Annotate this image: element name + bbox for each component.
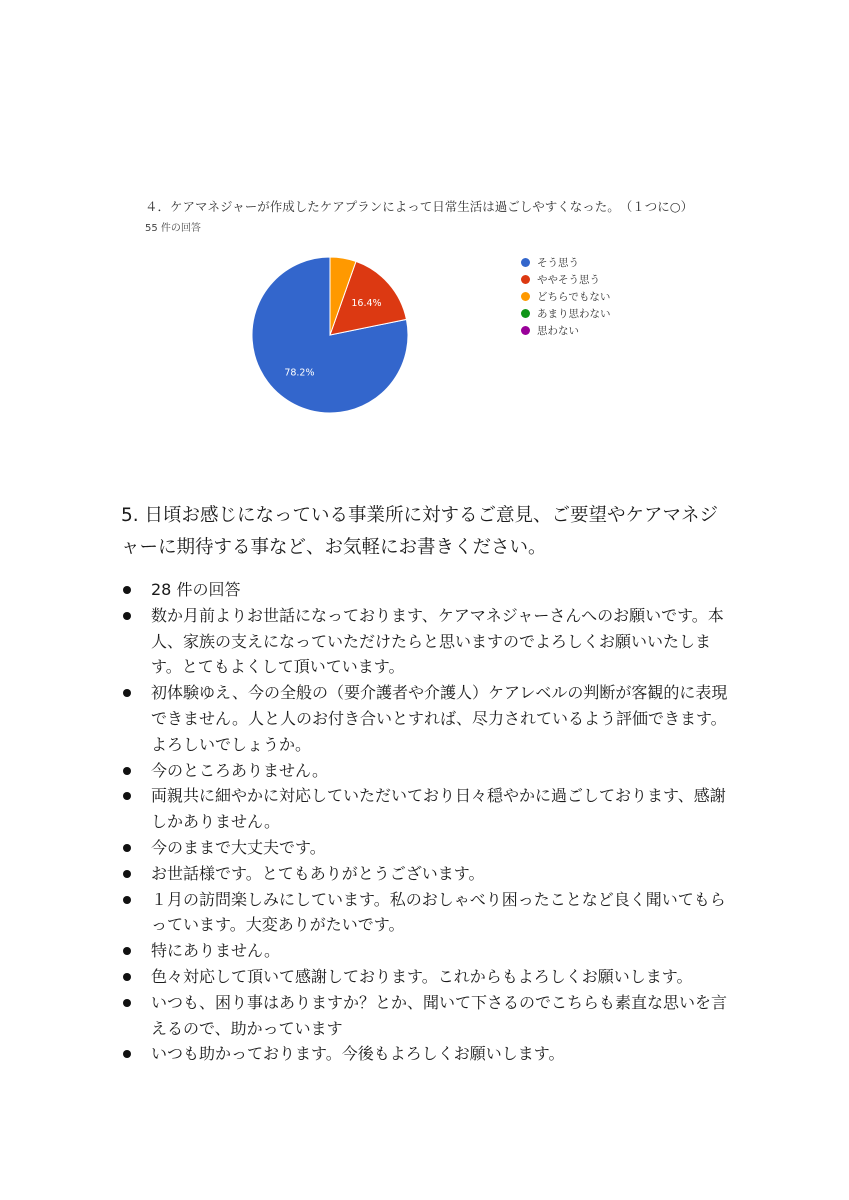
list-item: 今のままで大丈夫です。 — [121, 835, 741, 861]
legend-label: どちらでもない — [537, 291, 611, 303]
list-item: 特にありません。 — [121, 938, 741, 964]
legend-dot-icon — [521, 292, 530, 301]
list-item: 両親共に細やかに対応していただいており日々穏やかに過ごしております、感謝しかありません。 — [121, 783, 741, 835]
pie-chart-section — [0, 0, 849, 480]
legend-label: あまり思わない — [537, 308, 611, 320]
pie-chart — [240, 245, 420, 425]
question-5-heading: 5. 日頃お感じになっている事業所に対するご意見、ご要望やケアマネジャーに期待する事など、お気軽にお書きください。 — [121, 505, 719, 558]
list-item: お世話様です。とてもありがとうございます。 — [121, 861, 741, 887]
legend-label: そう思う — [537, 257, 579, 269]
list-item: １月の訪問楽しみにしています。私のおしゃべり困ったことなど良く聞いてもらっています。大変ありがたいです。 — [121, 887, 741, 939]
response-count: 55 件の回答 — [145, 223, 201, 234]
legend-dot-icon — [521, 275, 530, 284]
pie-slice-label: 16.4% — [351, 298, 382, 310]
legend-dot-icon — [521, 309, 530, 318]
legend-dot-icon — [521, 258, 530, 267]
legend-item — [521, 305, 611, 322]
chart-legend — [521, 254, 611, 339]
list-item: 初体験ゆえ、今の全般の（要介護者や介護人）ケアレベルの判断が客観的に表現できません。人と人のお付き合いとすれば、尽力されているよう評価できます。よろしいでしょうか。 — [121, 680, 741, 757]
list-item: いつも助かっております。今後もよろしくお願いします。 — [121, 1041, 741, 1067]
legend-item — [521, 254, 611, 271]
legend-item — [521, 322, 611, 339]
list-item: 数か月前よりお世話になっております、ケアマネジャーさんへのお願いです。本人、家族の支えになっていただけたらと思いますのでよろしくお願いいたします。とてもよくして頂いています。 — [121, 603, 741, 680]
response-count-item: 28 件の回答 — [121, 577, 741, 603]
legend-label: 思わない — [537, 325, 579, 337]
list-item: いつも、困り事はありますか？とか、聞いて下さるのでこちらも素直な思いを言えるので、助かっています — [121, 990, 741, 1042]
list-item: 今のところありません。 — [121, 758, 741, 784]
legend-item — [521, 288, 611, 305]
answer-list — [121, 577, 741, 1067]
chart-title: ４．ケアマネジャーが作成したケアプランによって日常生活は過ごしやすくなった。 （１つに○） — [145, 199, 694, 214]
legend-label: ややそう思う — [537, 274, 600, 286]
legend-dot-icon — [521, 326, 530, 335]
pie-slice-label: 78.2% — [284, 367, 315, 379]
list-item: 色々対応して頂いて感謝しております。これからもよろしくお願いします。 — [121, 964, 741, 990]
legend-item — [521, 271, 611, 288]
